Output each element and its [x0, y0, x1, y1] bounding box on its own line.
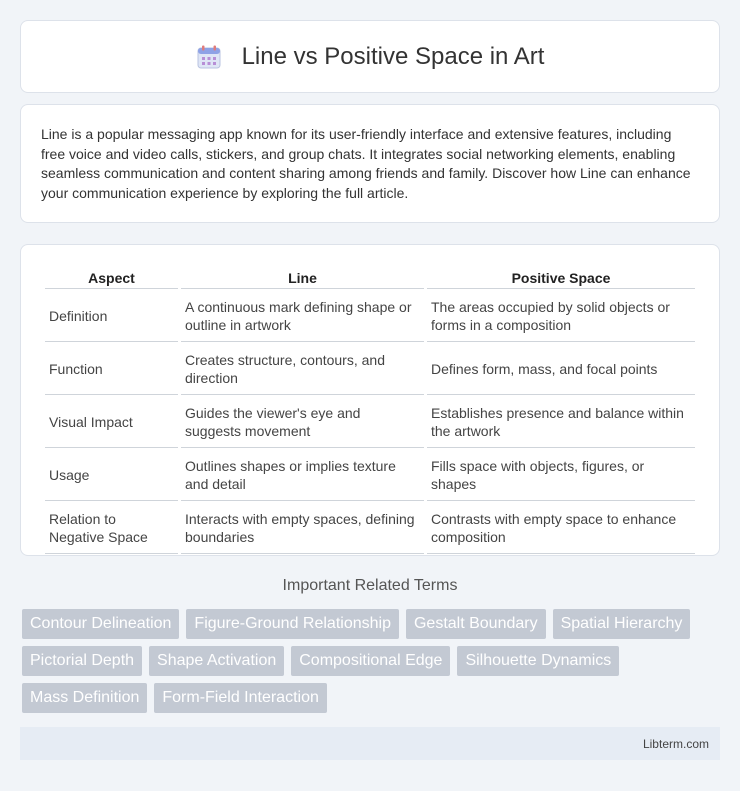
term-tag[interactable]: Form-Field Interaction [154, 683, 327, 713]
comparison-card [20, 244, 720, 556]
term-tag[interactable]: Spatial Hierarchy [553, 609, 691, 639]
table-row [45, 344, 695, 395]
table-row [45, 503, 695, 554]
table-cell: A continuous mark defining shape or outline in artwork [181, 291, 424, 342]
term-tag[interactable]: Silhouette Dynamics [457, 646, 619, 676]
term-tag[interactable]: Mass Definition [22, 683, 147, 713]
header-positive-space: Positive Space [427, 267, 695, 289]
table-cell: Guides the viewer's eye and suggests movement [181, 397, 424, 448]
table-row [45, 291, 695, 342]
table-cell: Function [45, 344, 178, 395]
header-line: Line [181, 267, 424, 289]
table-cell: Contrasts with empty space to enhance composition [427, 503, 695, 554]
table-cell: Establishes presence and balance within the artwork [427, 397, 695, 448]
table-cell: Definition [45, 291, 178, 342]
table-cell: Interacts with empty spaces, defining boundaries [181, 503, 424, 554]
calendar-icon [196, 44, 222, 70]
table-row [45, 450, 695, 501]
term-tag[interactable]: Compositional Edge [291, 646, 450, 676]
related-terms-title: Important Related Terms [282, 577, 458, 594]
table-cell: Relation to Negative Space [45, 503, 178, 554]
table-cell: Visual Impact [45, 397, 178, 448]
table-header-row [45, 267, 695, 289]
table-cell: Defines form, mass, and focal points [427, 344, 695, 395]
table-cell: Usage [45, 450, 178, 501]
term-tag[interactable]: Shape Activation [149, 646, 284, 676]
term-tag[interactable]: Pictorial Depth [22, 646, 142, 676]
table-cell: The areas occupied by solid objects or forms in a composition [427, 291, 695, 342]
related-terms-list [22, 609, 702, 713]
term-tag[interactable]: Contour Delineation [22, 609, 179, 639]
table-cell: Outlines shapes or implies texture and detail [181, 450, 424, 501]
page-title: Line vs Positive Space in Art [241, 42, 545, 70]
table-cell: Fills space with objects, figures, or shapes [427, 450, 695, 501]
table-cell: Creates structure, contours, and direction [181, 344, 424, 395]
table-row [45, 397, 695, 448]
header-aspect: Aspect [45, 267, 178, 289]
intro-text: Line is a popular messaging app known for its user-friendly interface and extensive features, including free voice and video calls, stickers, and group chats. It integrates social networking elements, enabling seamless communication and content sharing among friends and family. Discover how Line can enhance your communication experience by exploring the full article. [41, 126, 691, 201]
comparison-table [42, 265, 698, 556]
term-tag[interactable]: Figure-Ground Relationship [186, 609, 399, 639]
footer-site-link[interactable]: Libterm.com [642, 736, 709, 751]
term-tag[interactable]: Gestalt Boundary [406, 609, 546, 639]
header-card [20, 20, 720, 93]
intro-card [20, 104, 720, 223]
footer [20, 727, 720, 760]
